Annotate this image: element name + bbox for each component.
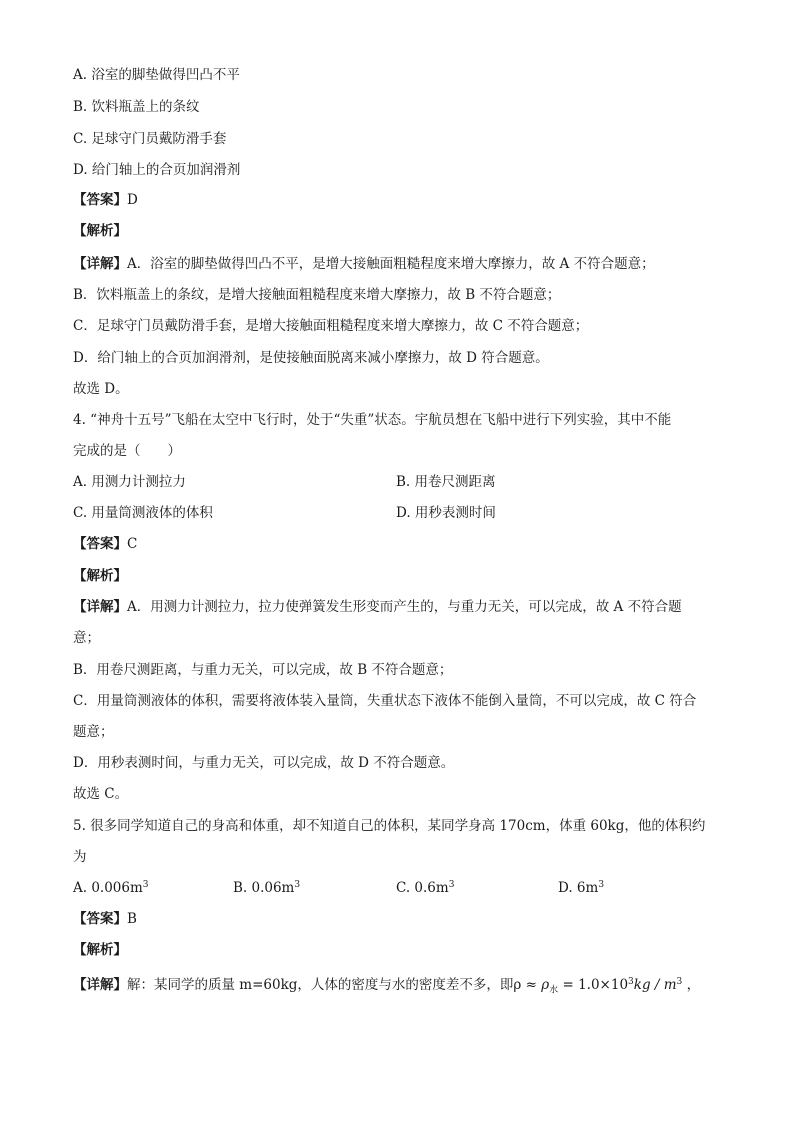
q5-option-b xyxy=(233,879,300,897)
q4-answer xyxy=(73,535,137,553)
q4-option-b: B. 用卷尺测距离 xyxy=(396,474,496,490)
option-text: D. 6m xyxy=(558,880,599,896)
q5-analysis-tag xyxy=(73,941,127,959)
detail-tag: 【详解】 xyxy=(73,256,127,272)
formula-unit-exponent: 3 xyxy=(676,977,683,987)
option-text: A. 0.006m xyxy=(73,880,143,896)
answer-tag: 【答案】 xyxy=(73,192,127,208)
q5-stem-line-2: 为 xyxy=(73,849,87,865)
answer-value: B xyxy=(127,911,137,927)
formula-unit: kg / m xyxy=(633,977,677,993)
unit-exponent: 3 xyxy=(294,880,301,890)
answer-value: D xyxy=(127,192,138,208)
q4-option-a: A. 用测力计测拉力 xyxy=(73,474,186,490)
q4-detail-line-3: B．用卷尺测距离，与重力无关，可以完成，故 B 不符合题意； xyxy=(73,662,453,678)
q4-analysis-tag xyxy=(73,567,127,585)
answer-tag: 【答案】 xyxy=(73,911,127,927)
q4-stem-line-1: 4. “神舟十五号”飞船在太空中飞行时，处于“失重”状态。宇航员想在飞船中进行下列实验，其中不能 xyxy=(73,412,672,428)
option-text: B. 0.06m xyxy=(233,880,295,896)
detail-text: 解：某同学的质量 m=60kg，人体的密度与水的密度差不多，即ρ ≈ xyxy=(127,977,542,993)
q3-option-a: A. 浴室的脚垫做得凹凸不平 xyxy=(73,67,240,83)
q4-detail-line-2: 意； xyxy=(73,630,100,646)
answer-tag: 【答案】 xyxy=(73,536,127,552)
q4-option-d: D. 用秒表测时间 xyxy=(396,505,496,521)
q3-detail-line-1 xyxy=(73,255,655,273)
q3-conclusion: 故选 D。 xyxy=(73,381,129,397)
q4-conclusion: 故选 C。 xyxy=(73,786,129,802)
detail-tag: 【详解】 xyxy=(73,977,127,993)
formula-tail: ， xyxy=(682,977,701,993)
analysis-tag: 【解析】 xyxy=(73,942,127,958)
q5-option-c xyxy=(396,879,454,897)
formula-exponent: 3 xyxy=(628,977,634,987)
q4-detail-line-5: 题意； xyxy=(73,724,114,740)
q3-detail-line-2: B．饮料瓶盖上的条纹，是增大接触面粗糙程度来增大摩擦力，故 B 不符合题意； xyxy=(73,287,561,303)
q5-answer xyxy=(73,910,137,928)
q3-analysis-tag xyxy=(73,222,127,240)
q5-option-d xyxy=(558,879,604,897)
analysis-tag: 【解析】 xyxy=(73,223,127,239)
q3-option-d: D. 给门轴上的合页加润滑剂 xyxy=(73,162,241,178)
q5-stem-line-1: 5. 很多同学知道自己的身高和体重，却不知道自己的体积，某同学身高 170cm，体重 60kg，他的体积约 xyxy=(73,818,706,834)
q5-detail-line-1 xyxy=(73,976,700,1000)
unit-exponent: 3 xyxy=(598,880,605,890)
q4-detail-line-6: D．用秒表测时间，与重力无关，可以完成，故 D 不符合题意。 xyxy=(73,755,455,771)
analysis-tag: 【解析】 xyxy=(73,568,127,584)
q3-option-c: C. 足球守门员戴防滑手套 xyxy=(73,131,227,147)
q4-detail-line-4: C．用量筒测液体的体积，需要将液体装入量筒，失重状态下液体不能倒入量筒，不可以完成，故 C 符合 xyxy=(73,693,697,709)
q5-option-a xyxy=(73,879,149,897)
option-text: C. 0.6m xyxy=(396,880,449,896)
formula-subscript: 水 xyxy=(549,985,559,996)
formula-equals: = 1.0×10 xyxy=(558,977,629,993)
q3-answer xyxy=(73,191,138,209)
detail-text: A．浴室的脚垫做得凹凸不平，是增大接触面粗糙程度来增大摩擦力，故 A 不符合题意； xyxy=(127,256,655,272)
q4-stem-line-2: 完成的是（ ） xyxy=(73,443,181,459)
unit-exponent: 3 xyxy=(142,880,149,890)
q3-detail-line-4: D．给门轴上的合页加润滑剂，是使接触面脱离来减小摩擦力，故 D 符合题意。 xyxy=(73,350,549,366)
detail-text: A．用测力计测拉力，拉力使弹簧发生形变而产生的，与重力无关，可以完成，故 A 不符合题 xyxy=(127,599,682,615)
formula-rho: ρ xyxy=(541,977,550,993)
q3-option-b: B. 饮料瓶盖上的条纹 xyxy=(73,99,200,115)
q4-detail-line-1 xyxy=(73,598,682,616)
q4-option-c: C. 用量筒测液体的体积 xyxy=(73,505,213,521)
answer-value: C xyxy=(127,536,138,552)
unit-exponent: 3 xyxy=(448,880,455,890)
detail-tag: 【详解】 xyxy=(73,599,127,615)
q3-detail-line-3: C．足球守门员戴防滑手套，是增大接触面粗糙程度来增大摩擦力，故 C 不符合题意； xyxy=(73,318,589,334)
